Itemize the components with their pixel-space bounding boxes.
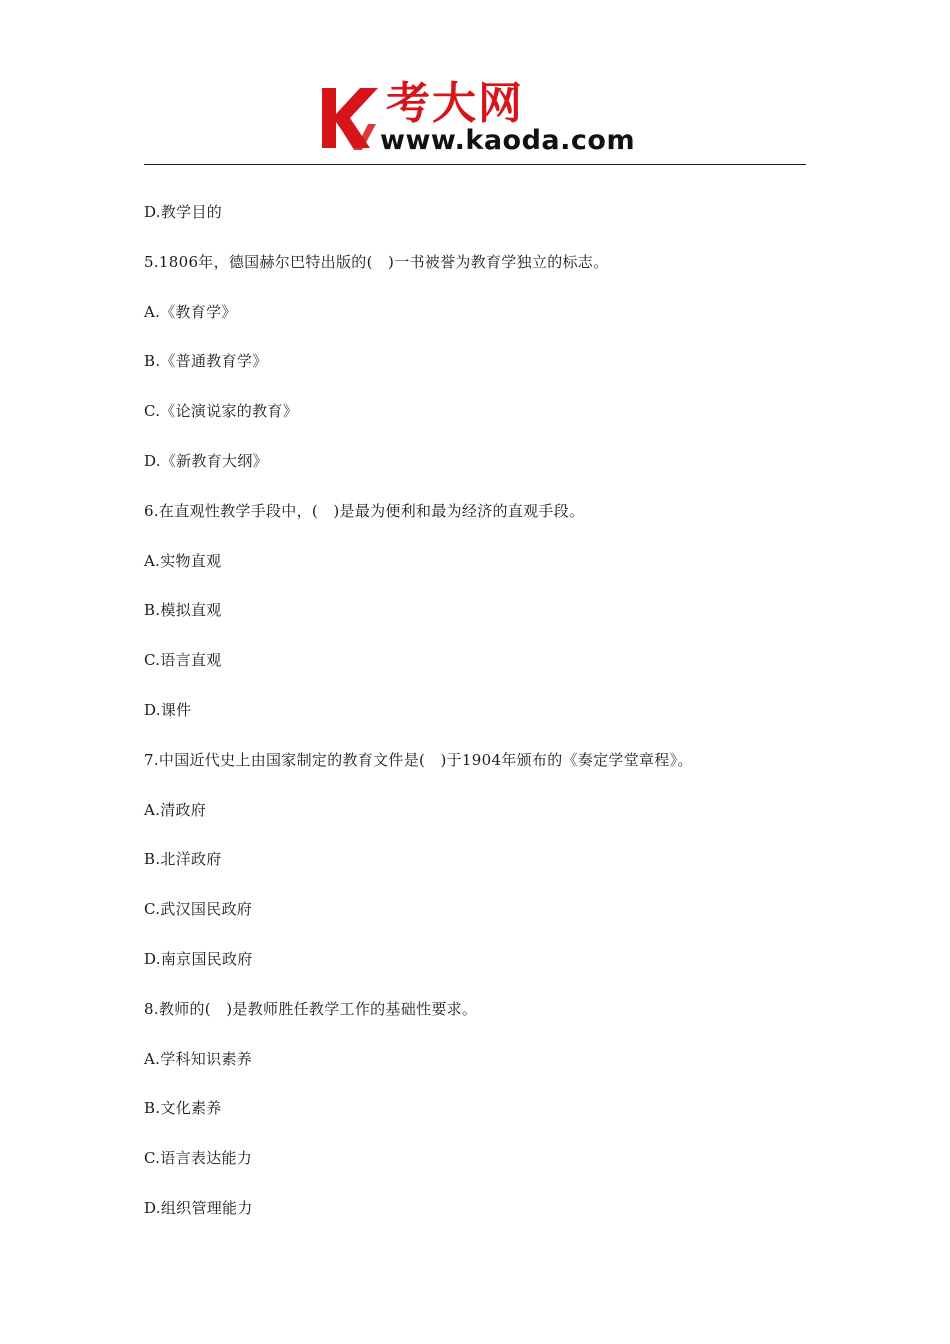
option-line: C.武汉国民政府 — [144, 900, 253, 919]
option-line: A.学科知识素养 — [144, 1049, 253, 1068]
question-line: 6.在直观性教学手段中，( )是最为便利和最为经济的直观手段。 — [144, 501, 585, 520]
logo-k-mark — [320, 84, 380, 154]
kaoda-logo[interactable] — [320, 78, 650, 162]
option-line: D.教学目的 — [144, 203, 223, 221]
question-line: 8.教师的( )是教师胜任教学工作的基础性要求。 — [144, 999, 478, 1018]
option-line: A.《教育学》 — [144, 302, 237, 321]
option-line: B.模拟直观 — [144, 601, 222, 620]
question-line: 7.中国近代史上由国家制定的教育文件是( )于1904年颁布的《奏定学堂章程》。 — [144, 750, 693, 769]
option-line: D.《新教育大纲》 — [144, 451, 268, 470]
option-line: C.语言表达能力 — [144, 1149, 253, 1168]
option-line: A.实物直观 — [144, 551, 222, 570]
option-line: D.南京国民政府 — [144, 949, 253, 968]
page-header — [144, 70, 806, 166]
logo-url[interactable]: www.kaoda.com — [380, 125, 636, 156]
option-line: D.组织管理能力 — [144, 1198, 253, 1217]
option-line: B.文化素养 — [144, 1099, 222, 1118]
option-line: B.《普通教育学》 — [144, 352, 268, 371]
option-line: D.课件 — [144, 700, 192, 719]
question-line: 5.1806年，德国赫尔巴特出版的( )一书被誉为教育学独立的标志。 — [144, 252, 609, 271]
option-line: C.语言直观 — [144, 651, 222, 670]
option-line: B.北洋政府 — [144, 850, 222, 869]
option-line: C.《论演说家的教育》 — [144, 402, 299, 421]
header-divider — [144, 164, 806, 165]
question-list — [144, 200, 806, 1246]
logo-title: 考大网 — [386, 78, 524, 129]
option-line: A.清政府 — [144, 800, 207, 819]
